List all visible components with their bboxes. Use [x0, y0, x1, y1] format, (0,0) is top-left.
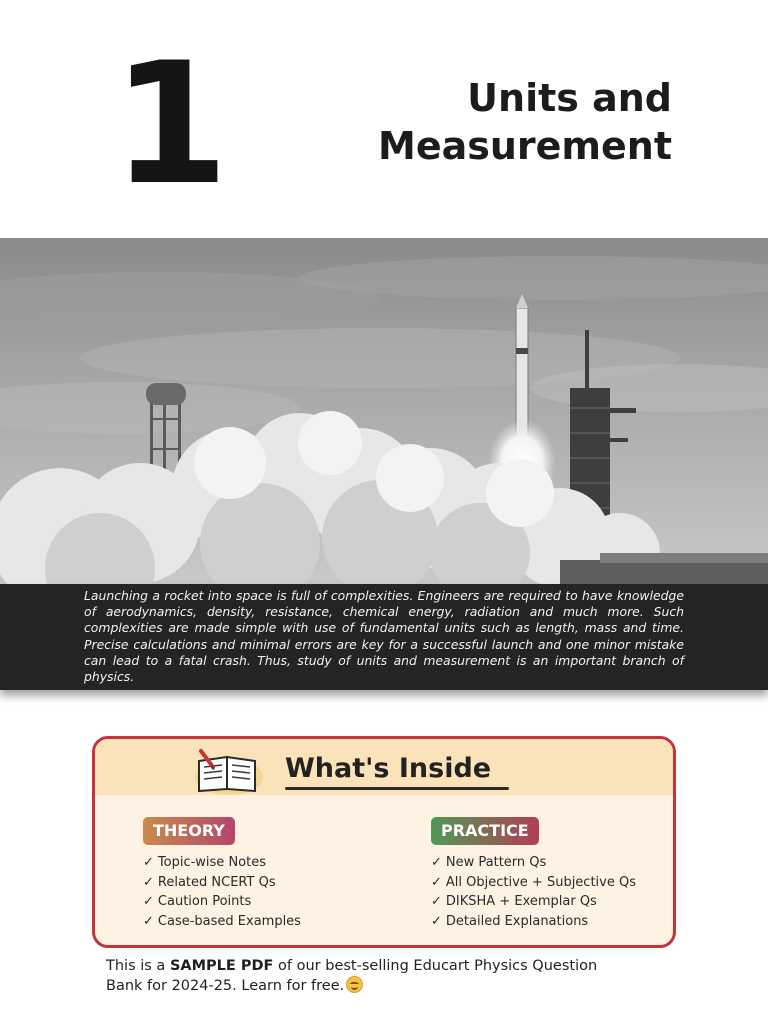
smile-emoji-icon — [346, 976, 363, 993]
list-item: ✓ DIKSHA + Exemplar Qs — [431, 894, 597, 909]
check-icon: ✓ — [431, 855, 442, 870]
check-icon: ✓ — [143, 913, 154, 929]
check-icon: ✓ — [431, 894, 442, 909]
sample-pdf-highlight: SAMPLE PDF — [169, 958, 274, 974]
list-item: ✓ Related NCERT Qs — [143, 874, 276, 890]
practice-badge: PRACTICE — [431, 817, 539, 845]
list-item: ✓ Detailed Explanations — [431, 913, 589, 929]
check-icon: ✓ — [431, 874, 442, 890]
list-item: ✓ Caution Points — [143, 894, 252, 909]
chapter-title-line-2: Measurement — [378, 124, 672, 168]
list-item: ✓ Case-based Examples — [143, 913, 301, 929]
check-icon: ✓ — [143, 855, 154, 870]
title-underline — [285, 787, 509, 790]
caption-band — [0, 584, 768, 690]
check-icon: ✓ — [431, 913, 442, 929]
check-icon: ✓ — [143, 894, 154, 909]
chapter-title — [378, 74, 672, 170]
check-icon: ✓ — [143, 874, 154, 890]
rocket-launch-illustration — [0, 238, 768, 584]
theory-list — [143, 853, 301, 931]
rocket-launch-image — [0, 238, 768, 584]
book-pencil-icon — [191, 747, 263, 795]
theory-badge: THEORY — [143, 817, 235, 845]
chapter-number: 1 — [112, 26, 221, 222]
whats-inside-title: What's Inside — [285, 753, 492, 784]
list-item: ✓ Topic-wise Notes — [143, 855, 266, 870]
list-item: ✓ New Pattern Qs — [431, 855, 547, 870]
chapter-intro-text: Launching a rocket into space is full of complexities. Engineers are required to have knowledge of aerodynamics, density, resistance, chemical energy, radiation and much more. Such complexities are made simple with use of fundamental units such as length, mass and time. Precise calculations and minimal errors are key for a successful launch and one minor mistake can lead to a fatal crash. Thus, study of units and measurement is an important branch of physics. — [84, 588, 684, 685]
list-item: ✓ All Objective + Subjective Qs — [431, 874, 636, 890]
chapter-title-line-1: Units and — [467, 76, 672, 120]
whats-inside-box — [92, 736, 676, 948]
practice-list — [431, 853, 636, 931]
sample-pdf-note: This is a SAMPLE PDF of our best-selling Educart Physics Question Bank for 2024-25. Learn for free. — [106, 958, 598, 994]
